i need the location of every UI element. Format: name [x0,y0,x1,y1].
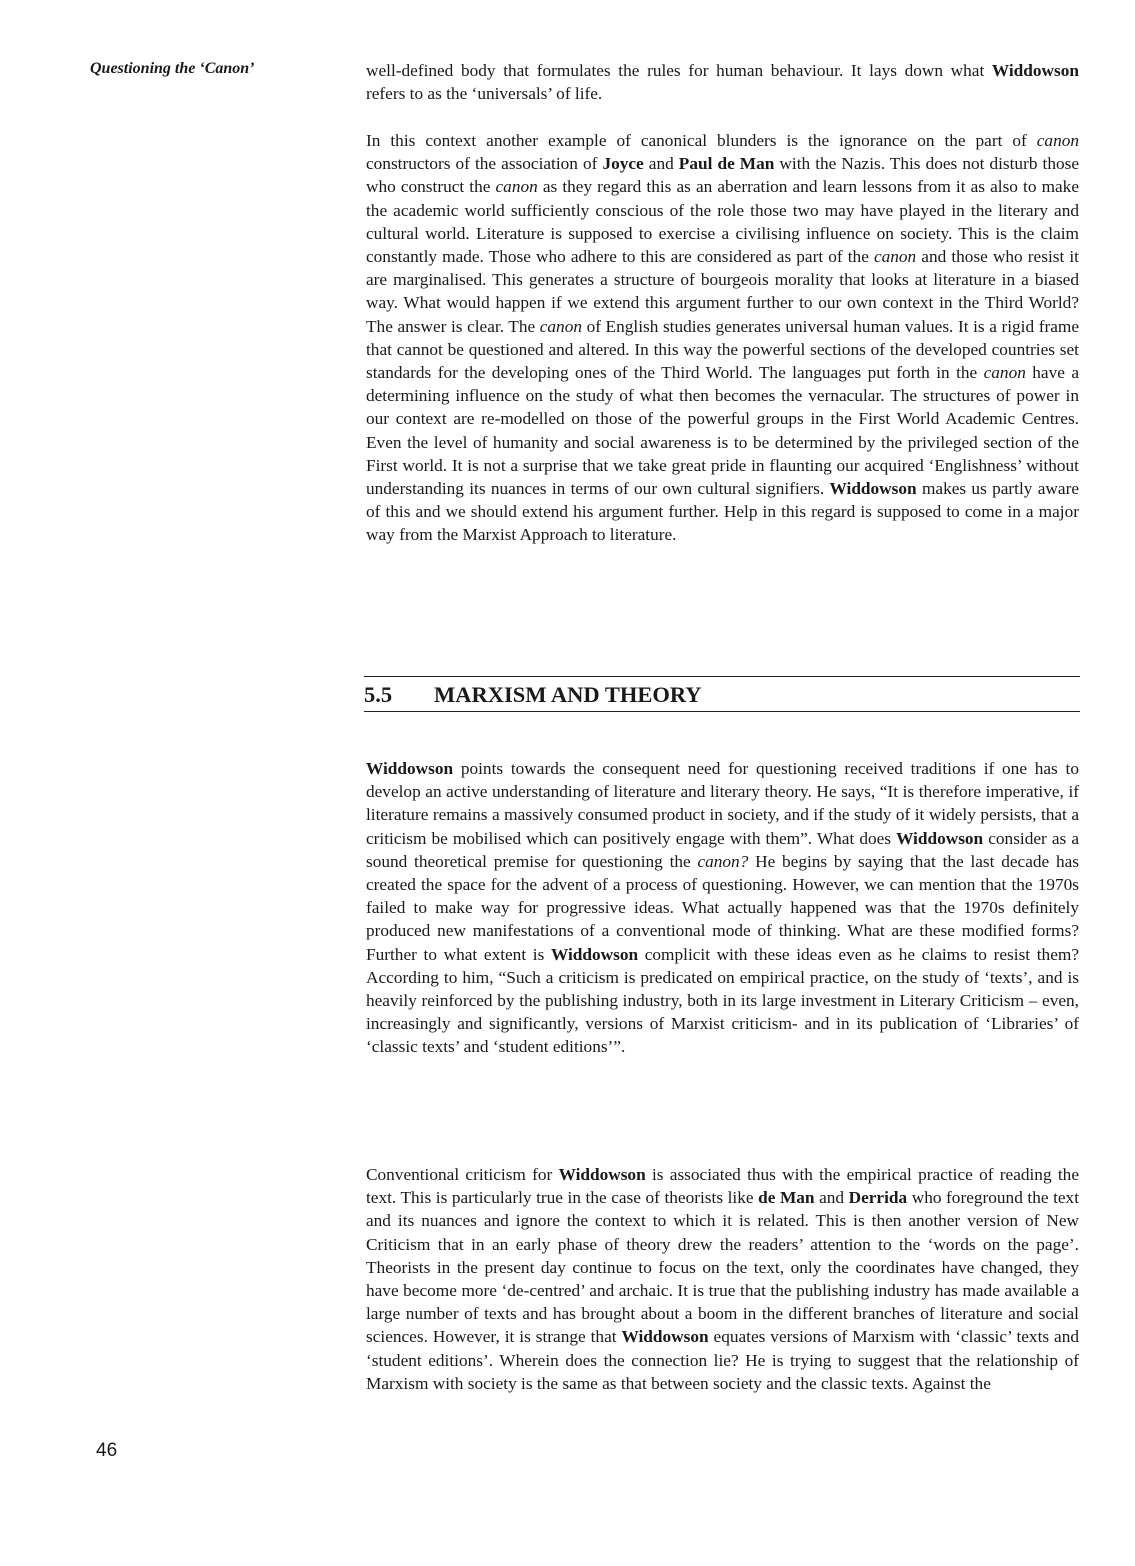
paragraph-widdowson-questioning: Widdowson points towards the consequent need for questioning received traditions if one has to develop an active understanding of literature and literary theory. He says, “It is therefore imperative, if literature remains a massively consumed product in society, and if the study of it widely persists, that a criticism be mobilised which can positively engage with them”. What does Widdowson consider as a sound theoretical premise for questioning the canon? He begins by saying that the last decade has created the space for the advent of a process of questioning. However, we can mention that the 1970s failed to make way for progressive ideas. What actually happened was that the 1970s definitely produced new manifestations of a conventional mode of thinking. What are these modified forms? Further to what extent is Widdowson complicit with these ideas even as he claims to resist them? According to him, “Such a criticism is predicated on empirical practice, on the study of ‘texts’, and is heavily reinforced by the publishing industry, both in its large investment in Literary Criticism – even, increasingly and significantly, versions of Marxist criticism- and in its publication of ‘Libraries’ of ‘classic texts’ and ‘student editions’”. [366,759,1079,1057]
paragraph-conventional-criticism: Conventional criticism for Widdowson is associated thus with the empirical practice of reading the text. This is particularly true in the case of theorists like de Man and Derrida who foreground the text and its nuances and ignore the context to which it is related. This is then another version of New Criticism that in an early phase of theory drew the readers’ attention to the ‘words on the page’. Theorists in the present day continue to focus on the text, only the coordinates have changed, they have become more ‘de-centred’ and archaic. It is true that the publishing industry has made available a large number of texts and has brought about a boom in the different branches of literature and social sciences. However, it is strange that Widdowson equates versions of Marxism with ‘classic’ texts and ‘student editions’. Wherein does the connection lie? He is trying to suggest that the relationship of Marxism with society is the same as that between society and the classic texts. Against the [366,1165,1079,1393]
running-head: Questioning the ‘Canon’ [90,60,255,77]
page-number: 46 [96,1440,118,1461]
section-number: 5.5 [364,682,393,707]
section-title: MARXISM AND THEORY [434,682,702,707]
paragraph-continuation: well-defined body that formulates the rules for human behaviour. It lays down what Widdowson refers to as the ‘universals’ of life. [366,61,1079,104]
section-rule [364,676,1080,677]
paragraph-canonical-blunders: In this context another example of canonical blunders is the ignorance on the part of canon constructors of the association of Joyce and Paul de Man with the Nazis. This does not disturb those who construct the canon as they regard this as an aberration and learn lessons from it as also to make the academic world sufficiently conscious of the role those two may have played in the literary and cultural world. Literature is supposed to exercise a civilising influence on society. This is the claim constantly made. Those who adhere to this are considered as part of the canon and those who resist it are marginalised. This generates a structure of bourgeois morality that looks at literature in a biased way. What would happen if we extend this argument further to our own context in the Third World? The answer is clear. The canon of English studies generates universal human values. It is a rigid frame that cannot be questioned and altered. In this way the powerful sections of the developed countries set standards for the developing ones of the Third World. The languages put forth in the canon have a determining influence on the study of what then becomes the vernacular. The structures of power in our context are re-modelled on those of the powerful groups in the First World Academic Centres. Even the level of humanity and social awareness is to be determined by the privileged section of the First world. It is not a surprise that we take great pride in flaunting our acquired ‘Englishness’ without understanding its nuances in terms of our own cultural signifiers. Widdowson makes us partly aware of this and we should extend his argument further. Help in this regard is supposed to come in a major way from the Marxist Approach to literature. [366,131,1080,545]
section-heading [364,678,1080,712]
